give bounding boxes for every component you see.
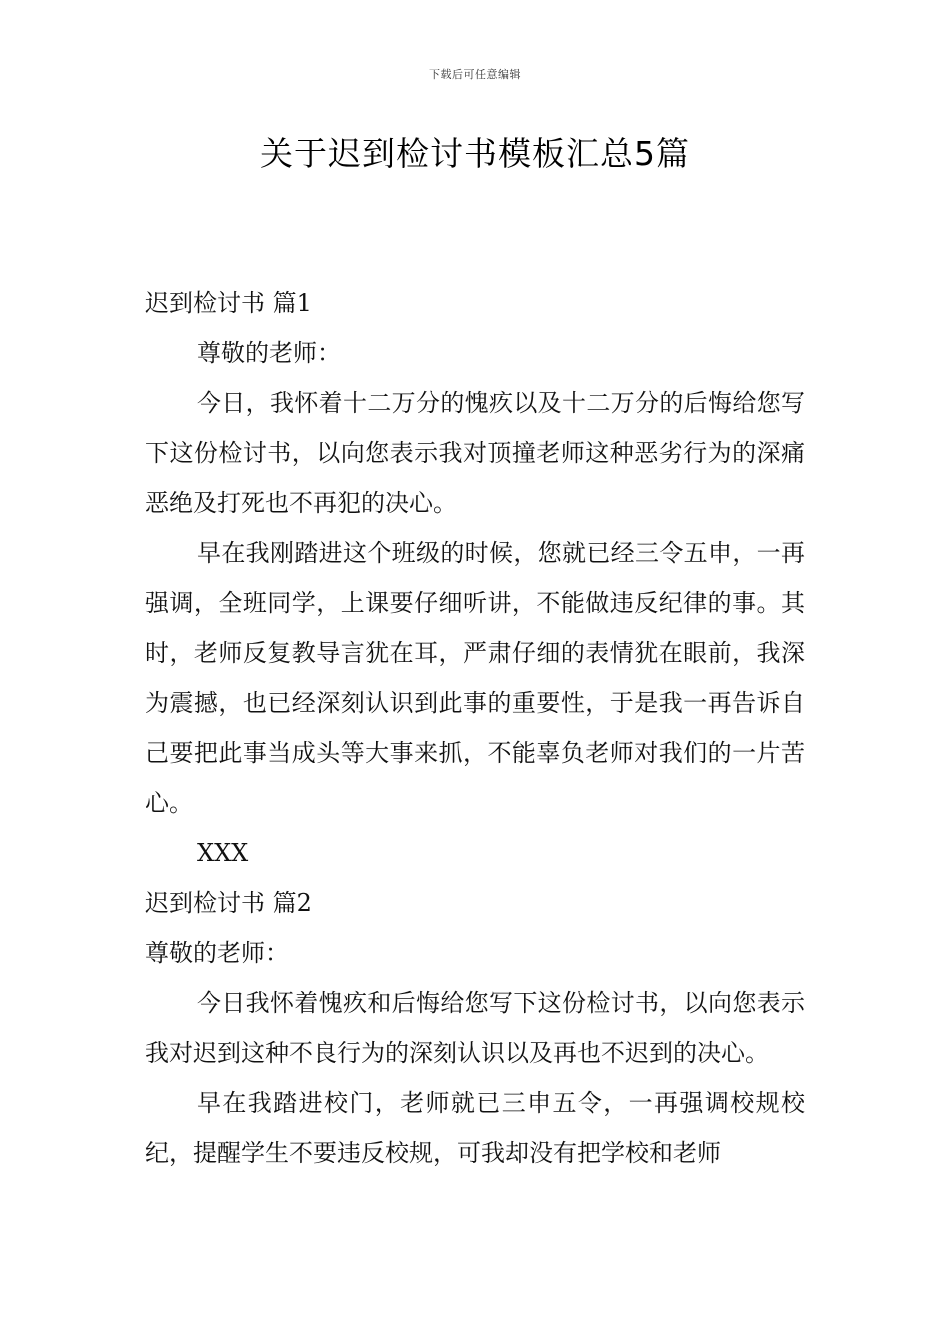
document-title: 关于迟到检讨书模板汇总5篇 [260, 134, 690, 173]
salutation: 尊敬的老师： [145, 939, 289, 967]
signature: XXX [197, 839, 249, 867]
header-note: 下载后可任意编辑 [429, 68, 521, 81]
paragraph: 今日，我怀着十二万分的愧疚以及十二万分的后悔给您写下这份检讨书，以向您表示我对顶撞老师这种恶劣行为的深痛恶绝及打死也不再犯的决心。 [145, 389, 805, 517]
paragraph: 早在我踏进校门，老师就已三申五令，一再强调校规校纪，提醒学生不要违反校规，可我却没有把学校和老师 [145, 1089, 805, 1167]
paragraph: 早在我刚踏进这个班级的时候，您就已经三令五申，一再强调，全班同学，上课要仔细听讲，不能做违反纪律的事。其时，老师反复教导言犹在耳，严肃仔细的表情犹在眼前，我深为震撼，也已经深刻认识到此事的重要性，于是我一再告诉自己要把此事当成头等大事来抓，不能辜负老师对我们的一片苦心。 [145, 539, 805, 817]
paragraph: 今日我怀着愧疚和后悔给您写下这份检讨书，以向您表示我对迟到这种不良行为的深刻认识以及再也不迟到的决心。 [145, 989, 805, 1067]
section-heading: 迟到检讨书 篇1 [145, 289, 312, 317]
document-body [145, 278, 805, 1178]
salutation: 尊敬的老师： [197, 339, 341, 367]
section-heading: 迟到检讨书 篇2 [145, 889, 312, 917]
